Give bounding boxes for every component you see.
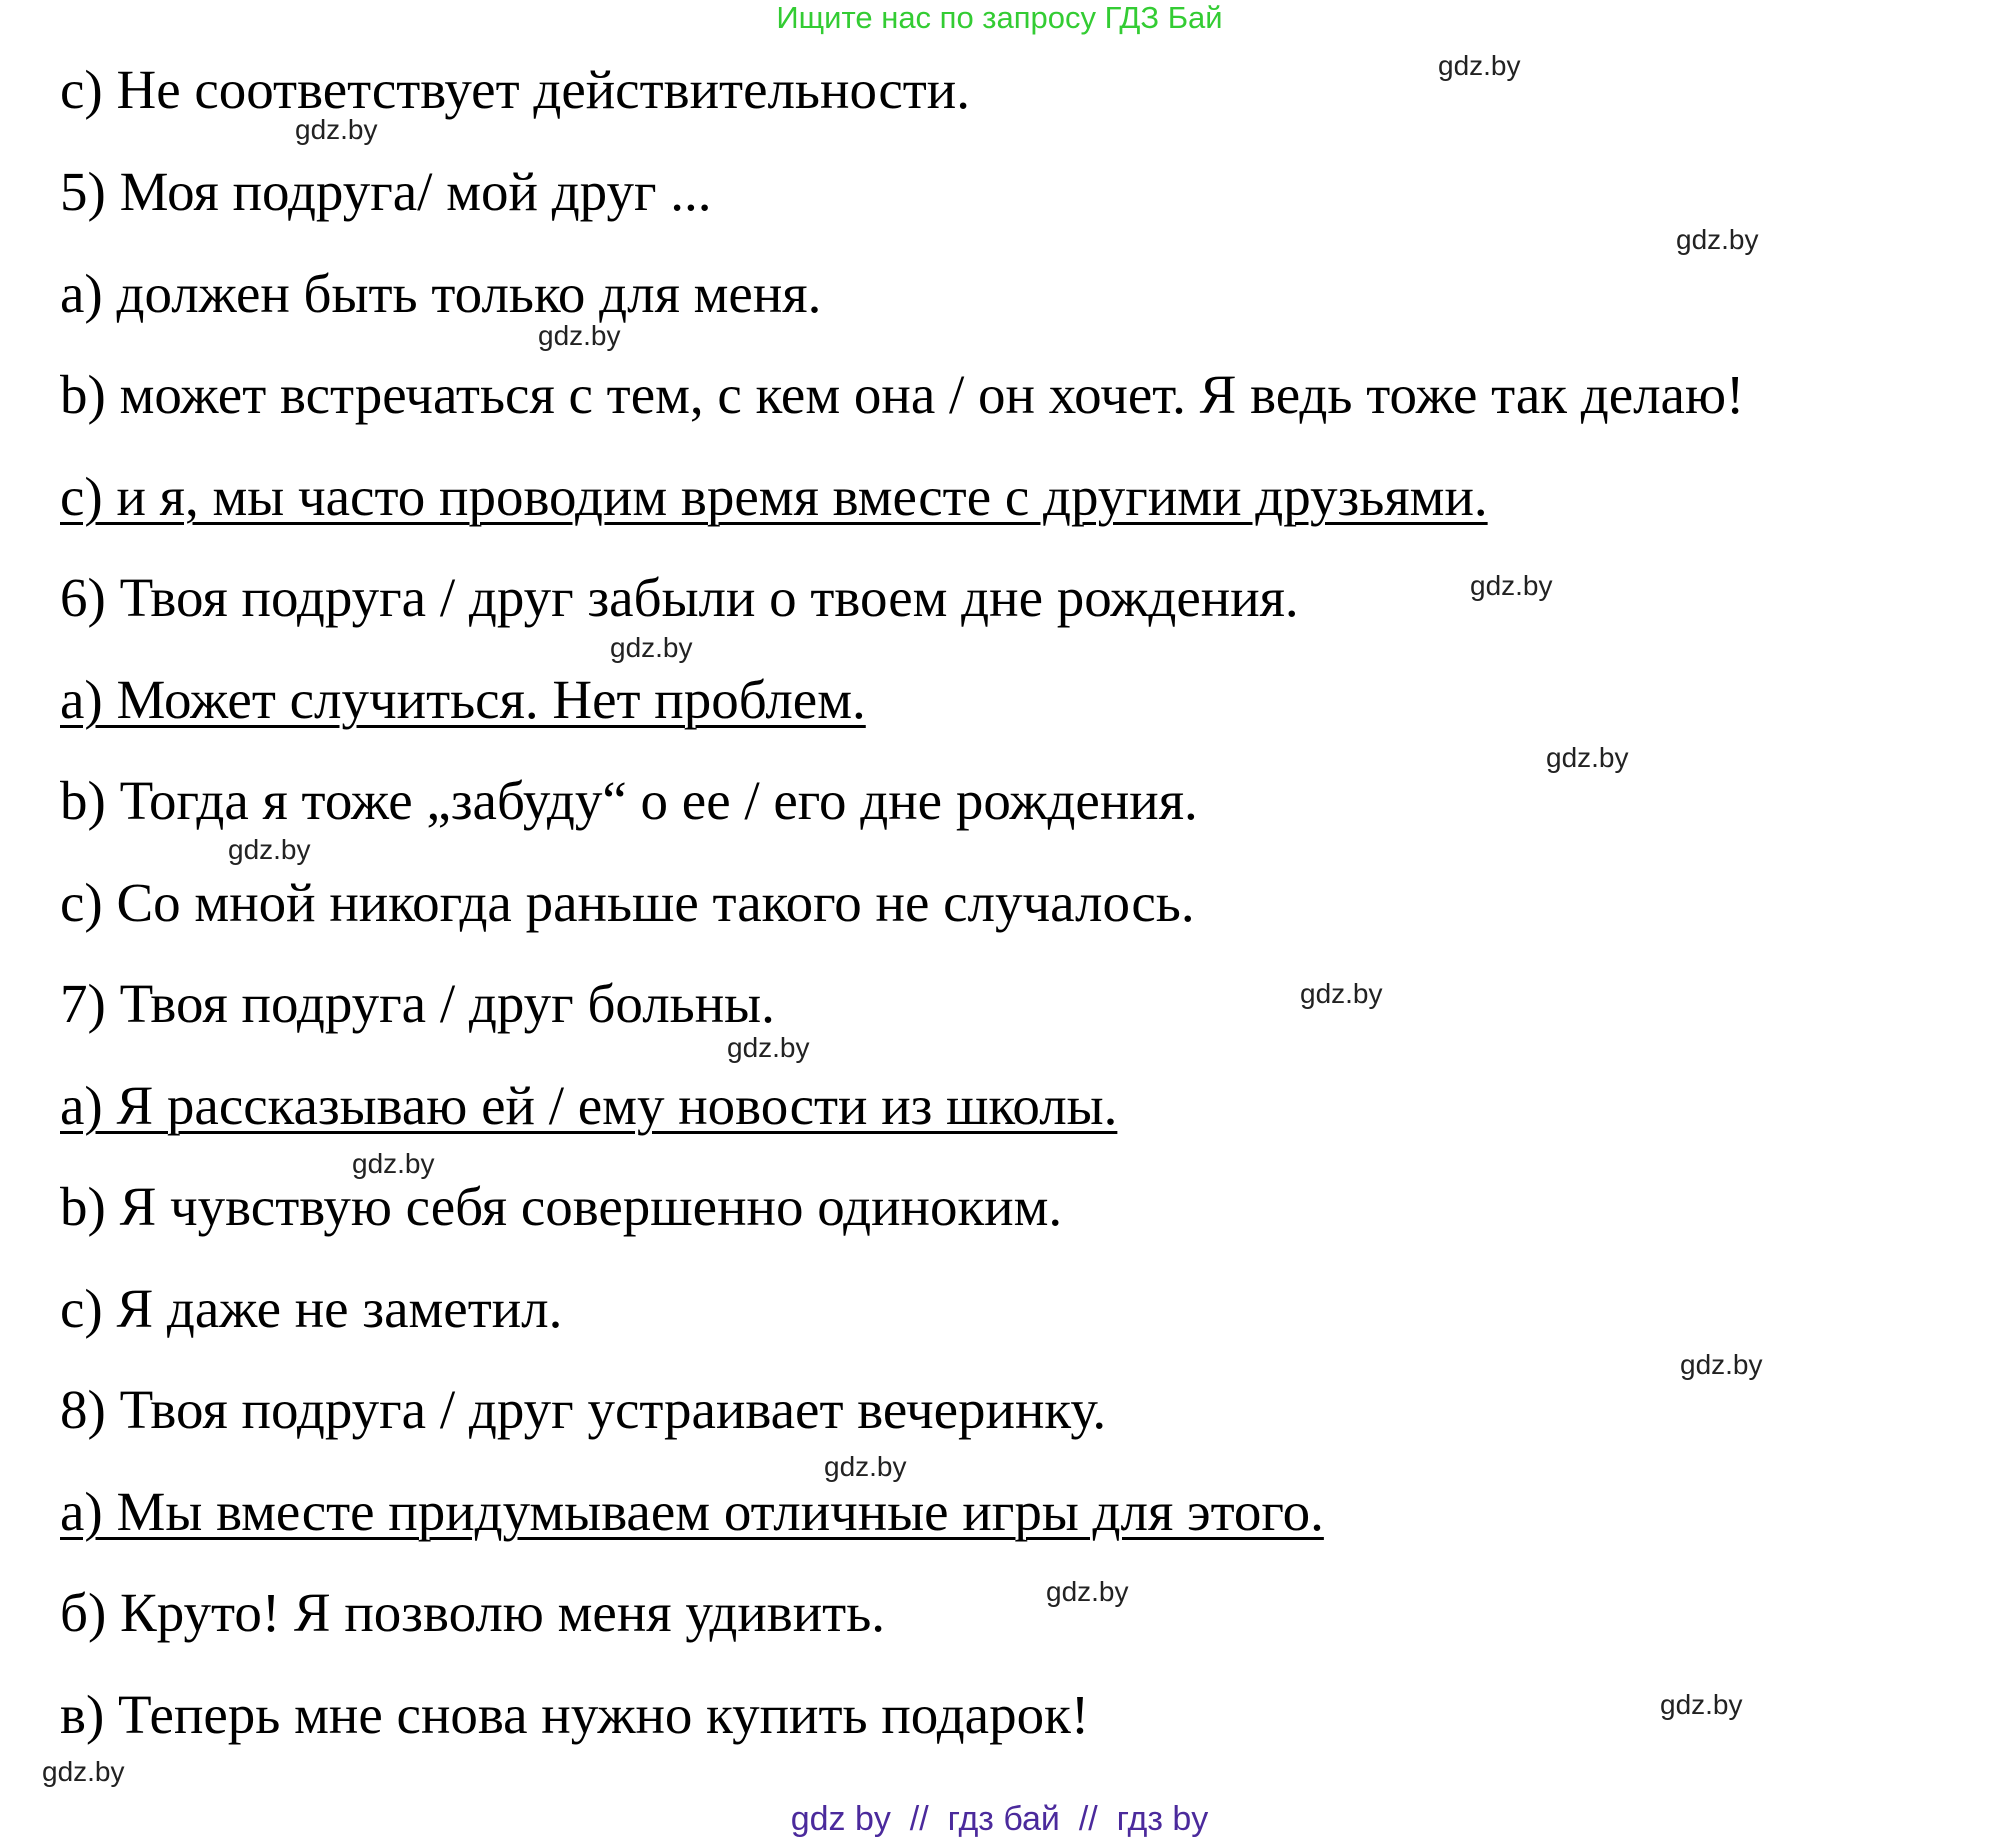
watermark: gdz.by <box>824 1451 907 1482</box>
question-6-option-a: a) Может случиться. Нет проблем. <box>60 669 866 730</box>
question-7: 7) Твоя подруга / друг больны. <box>60 973 775 1034</box>
footer-banner: gdz by // гдз бай // гдз by <box>790 1800 1209 1838</box>
question-6-option-b: b) Тогда я тоже „забуду“ о ее / его дне рождения. <box>60 770 1198 831</box>
question-8-option-a: a) Мы вместе придумываем отличные игры для этого. <box>60 1481 1324 1542</box>
question-6: 6) Твоя подруга / друг забыли о твоем дне рождения. <box>60 567 1299 628</box>
option-5-preceding-c: c) Не соответствует действительности. <box>60 59 970 120</box>
search-hint-banner: Ищите нас по запросу ГДЗ Бай <box>776 0 1223 35</box>
question-6-option-c: c) Со мной никогда раньше такого не случалось. <box>60 872 1195 933</box>
question-5-option-c: c) и я, мы часто проводим время вместе с другими друзьями. <box>60 466 1488 527</box>
question-8-option-b: б) Круто! Я позволю меня удивить. <box>60 1582 886 1643</box>
question-8-option-c: в) Теперь мне снова нужно купить подарок! <box>60 1684 1090 1745</box>
question-5-option-b: b) может встречаться с тем, с кем она / он хочет. Я ведь тоже так делаю! <box>60 364 1745 425</box>
question-5-option-a: a) должен быть только для меня. <box>60 263 822 324</box>
watermark: gdz.by <box>1660 1689 1743 1720</box>
watermark: gdz.by <box>1300 978 1383 1009</box>
watermark: gdz.by <box>295 114 378 145</box>
question-7-option-c: c) Я даже не заметил. <box>60 1278 563 1339</box>
watermark: gdz.by <box>1680 1349 1763 1380</box>
question-8: 8) Твоя подруга / друг устраивает вечеринку. <box>60 1379 1107 1440</box>
watermark: gdz.by <box>42 1756 125 1787</box>
question-7-option-a: a) Я рассказываю ей / ему новости из школы. <box>60 1075 1118 1136</box>
watermark: gdz.by <box>727 1032 810 1063</box>
watermark: gdz.by <box>1438 50 1521 81</box>
watermark: gdz.by <box>352 1148 435 1179</box>
question-7-option-b: b) Я чувствую себя совершенно одиноким. <box>60 1176 1063 1237</box>
watermark: gdz.by <box>1470 570 1553 601</box>
watermark: gdz.by <box>228 834 311 865</box>
watermark: gdz.by <box>1676 224 1759 255</box>
watermark: gdz.by <box>538 320 621 351</box>
watermark: gdz.by <box>1046 1576 1129 1607</box>
watermark: gdz.by <box>610 632 693 663</box>
watermark: gdz.by <box>1546 742 1629 773</box>
question-5: 5) Моя подруга/ мой друг ... <box>60 161 712 222</box>
